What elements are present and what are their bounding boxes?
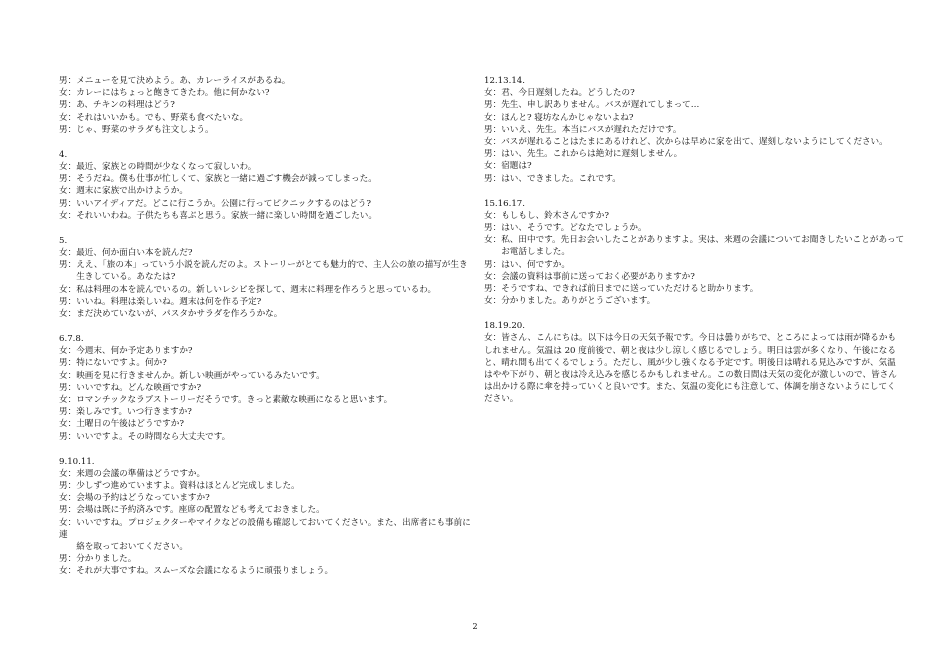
dialogue-section — [484, 320, 897, 405]
dialogue-line: 男：特にないですよ。何か? — [59, 358, 167, 369]
dialogue-line: お電話しました。 — [484, 247, 570, 258]
dialogue-line: 女：私、田中です。先日お会いしたことがありますよ。実は、来週の会議についてお聞きしたいことがあって — [484, 235, 905, 246]
dialogue-line: 女：皆さん、こんにちは。以下は今日の天気予報です。今日は曇りがちで、ところによっては雨が降るかも — [484, 333, 897, 344]
dialogue-line: 絡を取っておいてください。 — [59, 541, 188, 552]
dialogue-line: 男：会場は既に予約済みです。座席の配置なども考えておきました。 — [59, 505, 325, 516]
dialogue-line: ださい。 — [484, 394, 519, 405]
dialogue-line: 女：もしもし、鈴木さんですか? — [484, 210, 609, 221]
dialogue-line: 女：週末に家族で出かけようか。 — [59, 186, 188, 197]
dialogue-line: 生きしている。あなたは? — [59, 272, 176, 283]
dialogue-line: 男：そうだね。僕も仕事が忙しくて、家族と一緒に過ごす機会が減ってしまった。 — [59, 174, 377, 185]
dialogue-line: 男：はい、できました。これです。 — [484, 173, 621, 184]
dialogue-line: は出かける際に傘を持っていくと良いです。また、気温の変化にも注意して、体調を崩さないようにしてく — [484, 382, 896, 393]
dialogue-line: 男：ええ、「旅の本」っていう小説を読んだのよ。ストーリーがとても魅力的で、主人公の旅の描写が生き — [59, 260, 468, 271]
page-number: 2 — [472, 622, 478, 631]
dialogue-line: 男：いいえ、先生。本当にバスが遅れただけです。 — [484, 124, 682, 135]
right-column — [484, 75, 905, 418]
dialogue-line: 女：今週末、何か予定ありますか? — [59, 346, 193, 357]
section-heading: 12.13.14. — [484, 76, 526, 86]
dialogue-line: 女：それはいいかも。でも、野菜も食べたいな。 — [59, 112, 249, 123]
dialogue-line: 女：会場の予約はどうなっていますか? — [59, 493, 210, 504]
dialogue-line: 女：来週の会議の準備はどうですか。 — [59, 468, 206, 479]
dialogue-line: 男：楽しみです。いつ行きますか? — [59, 407, 192, 418]
dialogue-line: はやや下がり、朝と夜は冷え込みを感じるかもしれません。この数日間は天気の変化が激しいので、皆さん — [484, 369, 897, 380]
dialogue-section — [59, 75, 459, 136]
dialogue-section — [59, 456, 471, 578]
dialogue-line: 女：分かりました。ありがとうございます。 — [484, 296, 656, 307]
dialogue-line: 女：映画を見に行きませんか。新しい映画がやっているみたいです。 — [59, 370, 325, 381]
dialogue-line: 男：あ、チキンの料理はどう? — [59, 100, 175, 111]
dialogue-line: 女：君、今日遅刻したね。どうしたの? — [484, 88, 635, 99]
section-heading: 18.19.20. — [484, 321, 526, 332]
dialogue-section — [59, 235, 468, 320]
dialogue-line: 女：土曜日の午後はどうですか? — [59, 419, 184, 430]
dialogue-line: 連 — [59, 529, 68, 540]
dialogue-line: 女：私は料理の本を読んでいるの。新しいレシピを探して、週末に料理を作ろうと思っているわ。 — [59, 284, 437, 295]
dialogue-line: 女：バスが遅れることはたまにあるけれど、次からは早めに家を出て、遅刻しないようにしてください。 — [484, 136, 888, 147]
dialogue-line: 女：最近、家族との時間が少なくなって寂しいわ。 — [59, 162, 257, 173]
dialogue-line: 男：いいですね。どんな映画ですか? — [59, 382, 202, 393]
section-heading: 15.16.17. — [484, 198, 526, 209]
dialogue-line: 女：ほんと? 寝坊なんかじゃないよね? — [484, 112, 634, 123]
dialogue-line: と、晴れ間も出てくるでしょう。ただし、風が少し強くなる予定です。明後日は晴れる見込みですが、気温 — [484, 357, 896, 368]
left-column — [59, 75, 471, 590]
section-heading: 6.7.8. — [59, 334, 84, 345]
dialogue-line: 女：最近、何か面白い本を読んだ? — [59, 248, 193, 259]
section-heading: 5. — [59, 235, 68, 246]
dialogue-line: 男：はい、先生。これからは絶対に遅刻しません。 — [484, 149, 683, 160]
dialogue-line: 男：先生、申し訳ありません。バスが遅れてしまって… — [484, 100, 700, 111]
dialogue-line: 女：それいいわね。子供たちも喜ぶと思う。家族一緒に楽しい時間を過ごしたい。 — [59, 210, 377, 221]
dialogue-line: 男：分かりました。 — [59, 554, 137, 565]
dialogue-section — [484, 198, 905, 308]
dialogue-line: 男：いいアイディアだ。どこに行こうか。公園に行ってピクニックするのはどう? — [59, 198, 372, 209]
dialogue-line: 女：ロマンチックなラブストーリーだそうです。きっと素敵な映画になると思います。 — [59, 394, 393, 405]
section-heading: 4. — [59, 149, 68, 160]
dialogue-section — [59, 149, 459, 222]
dialogue-line: 男：メニューを見て決めよう。あ、カレーライスがあるね。 — [59, 76, 291, 86]
dialogue-line: 女：会議の資料は事前に送っておく必要がありますか? — [484, 271, 695, 282]
dialogue-line: 男：そうですね、できれば前日までに送っていただけると助かります。 — [484, 283, 759, 294]
dialogue-line: 女：カレーにはちょっと飽きてきたわ。他に何かない? — [59, 88, 270, 99]
dialogue-line: 男：いいですよ。その時間なら大丈夫です。 — [59, 431, 231, 442]
dialogue-line: 男：はい、そうです。どなたでしょうか。 — [484, 222, 647, 233]
section-heading: 9.10.11. — [59, 456, 95, 467]
dialogue-line: 男：いいね。料理は楽しいね。週末は何を作る予定? — [59, 296, 262, 307]
dialogue-line: 女：それが大事ですね。スムーズな会議になるように頑張りましょう。 — [59, 566, 334, 577]
dialogue-line: 女：まだ決めていないが、パスタかサラダを作ろうかな。 — [59, 308, 283, 319]
dialogue-line: 女：いいですね。プロジェクターやマイクなどの設備も確認しておいてください。また、出席者にも事前に — [59, 517, 471, 528]
dialogue-section — [484, 75, 894, 185]
dialogue-line: 女：宿題は? — [484, 161, 532, 172]
dialogue-line: 男：少しずつ進めていますよ。資料はほとんど完成しました。 — [59, 481, 300, 491]
dialogue-line: 男：じゃ、野菜のサラダも注文しよう。 — [59, 124, 214, 135]
dialogue-line: 男：はい、何ですか。 — [484, 259, 570, 270]
dialogue-section — [59, 333, 459, 443]
dialogue-line: しれません。気温は 20 度前後で、朝と夜は少し涼しく感じるでしょう。明日は雲が多くなり、午後になる — [484, 345, 896, 356]
